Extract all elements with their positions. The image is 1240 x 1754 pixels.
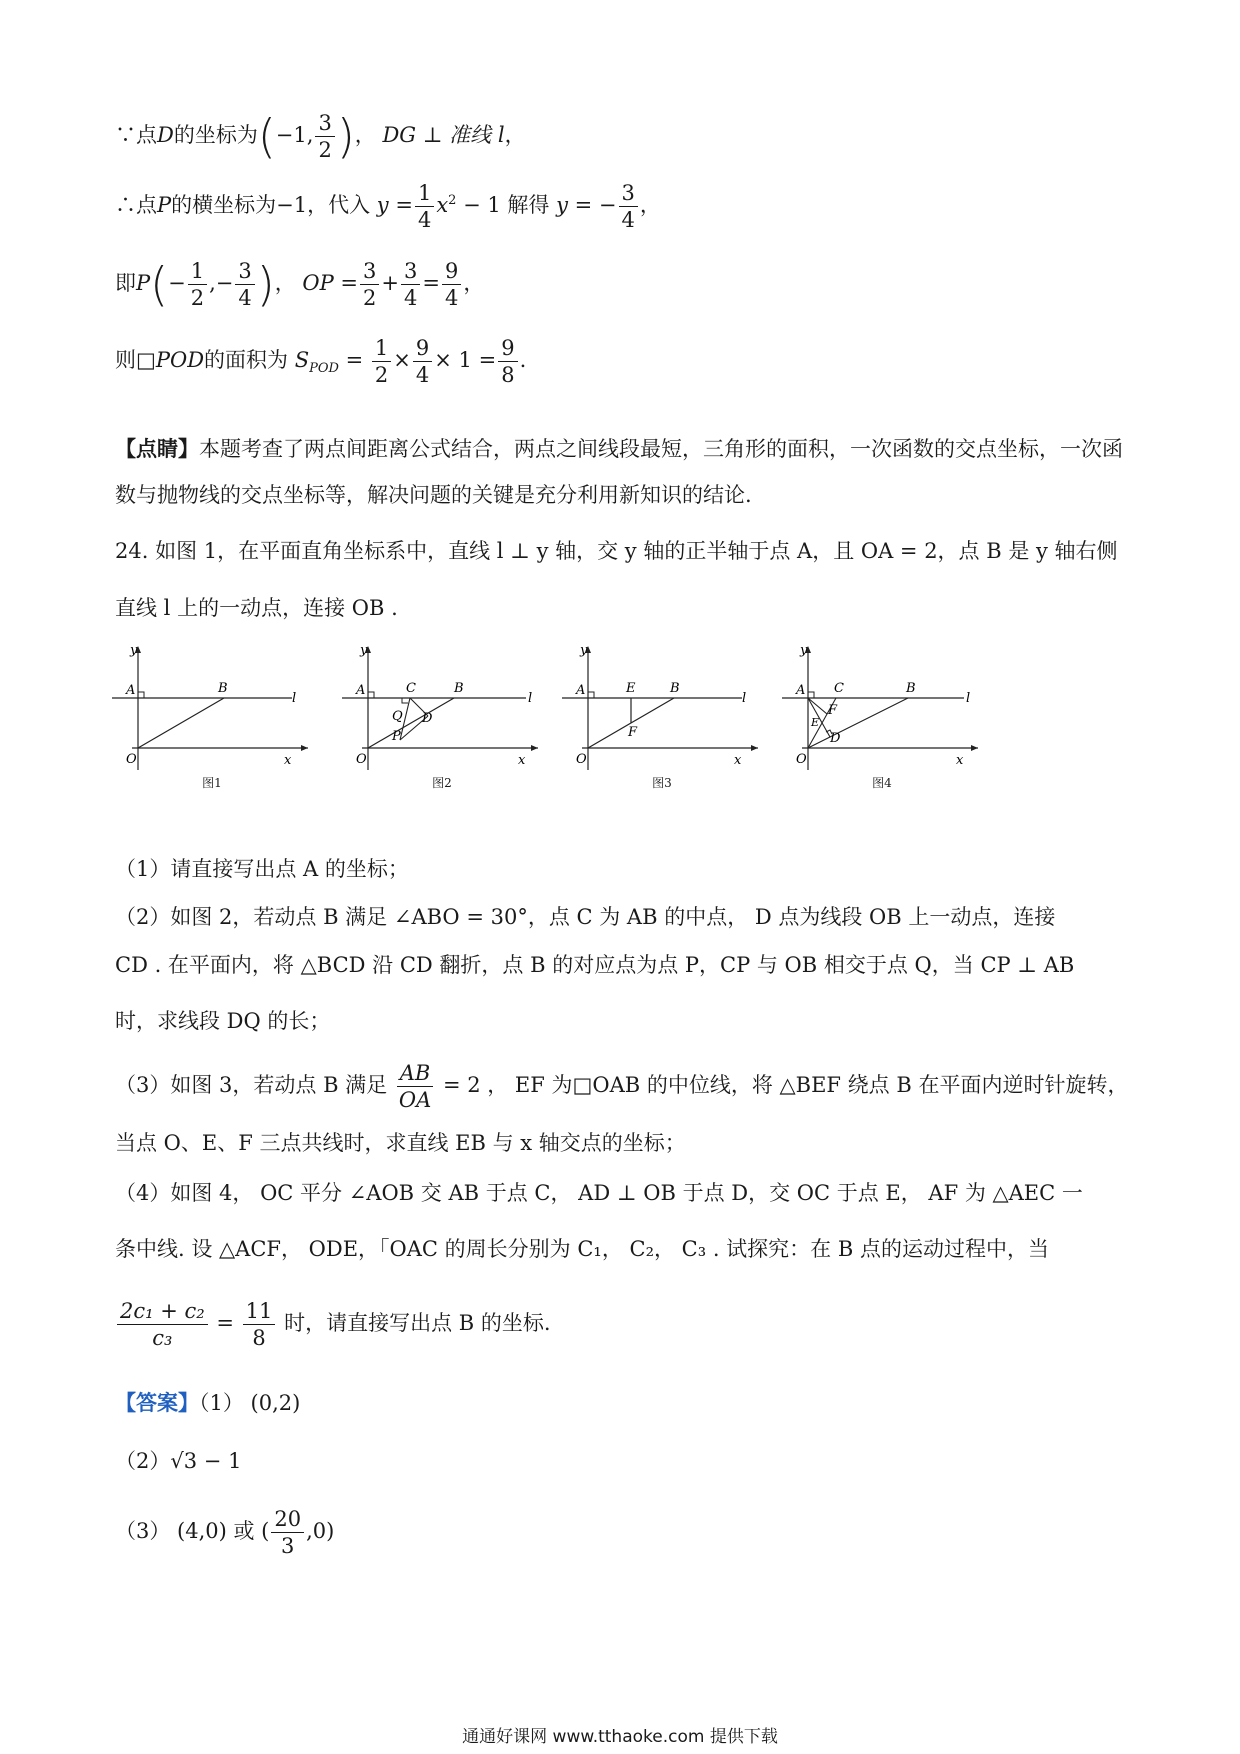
fig4-d-label: D bbox=[830, 731, 841, 746]
fig3-y-label: y bbox=[580, 643, 588, 658]
fig2-p-label: P bbox=[392, 729, 401, 744]
fig4-b-label: B bbox=[906, 681, 916, 696]
subq-2-line-2: CD . 在平面内，将 △BCD 沿 CD 翻折，点 B 的对应点为点 P，CP 与 OB 相交于点 Q，当 CP ⊥ AB bbox=[115, 953, 1075, 977]
fig4-o-label: O bbox=[796, 752, 807, 767]
dianjing-tag: 【点睛】 bbox=[115, 436, 199, 461]
solution-line-3: 即P(− $\frac{1}{2}$ ,− $\frac{3}{4}$ )， OP = $\frac{3}{2}$ + $\frac{3}{4}$ = $\frac{9}{4}$ ， bbox=[115, 257, 485, 312]
subq-4-line-2: 条中线. 设 △ACF， ODE，「OAC 的周长分别为 C₁， C₂， C₃ . 试探究：在 B 点的运动过程中，当 bbox=[115, 1237, 1049, 1261]
fig3-b-label: B bbox=[670, 681, 680, 696]
solution-line-4: 则□POD的面积为 $S_{POD}$ = $\frac{1}{2}$ × $\frac{9}{4}$ × 1 = $\frac{9}{8}$ . bbox=[115, 336, 527, 387]
subq-2-line-3: 时，求线段 DQ 的长； bbox=[115, 1009, 331, 1033]
fig2-x-label: x bbox=[518, 753, 526, 768]
fig4-y-label: y bbox=[800, 643, 808, 658]
subq-3-line-1: （3）如图 3，若动点 B 满足 $\frac{AB}{OA}$ = 2 ， EF 为□OAB 的中位线，将 △BEF 绕点 B 在平面内逆时针旋转， bbox=[115, 1061, 1129, 1112]
fig1-x-label: x bbox=[284, 753, 292, 768]
fig3-o-label: O bbox=[576, 752, 587, 767]
fig2-a-label: A bbox=[356, 683, 366, 698]
fig2-b-label: B bbox=[454, 681, 464, 696]
fig2-o-label: O bbox=[356, 752, 367, 767]
fig1-o-label: O bbox=[126, 752, 137, 767]
subq-1: （1）请直接写出点 A 的坐标； bbox=[115, 857, 409, 881]
q24-line-1: 24. 如图 1，在平面直角坐标系中，直线 l ⊥ y 轴，交 y 轴的正半轴于点 A，且 OA = 2，点 B 是 y 轴右侧 bbox=[115, 539, 1118, 563]
fig1-l-label: l bbox=[292, 691, 297, 706]
fig2-caption: 图2 bbox=[432, 776, 452, 790]
fig1-y-label: y bbox=[130, 643, 138, 658]
fig1-a-label: A bbox=[126, 683, 136, 698]
figure-2 bbox=[342, 636, 542, 791]
fig2-c-label: C bbox=[406, 681, 416, 696]
q24-line-2: 直线 l 上的一动点，连接 OB . bbox=[115, 596, 398, 620]
fig4-e-label: E bbox=[811, 716, 820, 729]
fig3-caption: 图3 bbox=[652, 776, 672, 790]
fig4-f-label: F bbox=[828, 703, 838, 718]
figure-1 bbox=[112, 636, 312, 791]
fig2-l-label: l bbox=[528, 691, 533, 706]
fig4-l-label: l bbox=[966, 691, 971, 706]
subq-2-line-1: （2）如图 2，若动点 B 满足 ∠ABO = 30°，点 C 为 AB 的中点， D 点为线段 OB 上一动点，连接 bbox=[115, 905, 1056, 929]
fig4-caption: 图4 bbox=[872, 776, 892, 790]
fig3-e-label: E bbox=[626, 681, 636, 696]
figure-4 bbox=[782, 636, 982, 791]
figure-3 bbox=[562, 636, 762, 791]
answer-tag: 【答案】 bbox=[115, 1390, 199, 1415]
fig1-b-label: B bbox=[218, 681, 228, 696]
dianjing-text: 本题考查了两点间距离公式结合，两点之间线段最短，三角形的面积，一次函数的交点坐标，一次函数与抛物线的交点坐标等，解决问题的关键是充分利用新知识的结论. bbox=[115, 437, 1123, 507]
answer-3: （3） (4,0) 或 ( $\frac{20}{3}$ ,0) bbox=[115, 1507, 335, 1558]
subq-4-line-1: （4）如图 4， OC 平分 ∠AOB 交 AB 于点 C， AD ⊥ OB 于点 D，交 OC 于点 E， AF 为 △AEC 一 bbox=[115, 1181, 1083, 1205]
fig3-f-label: F bbox=[628, 725, 638, 740]
fig3-x-label: x bbox=[734, 753, 742, 768]
fig3-a-label: A bbox=[576, 683, 586, 698]
subq-3-line-2: 当点 O、E、F 三点共线时，求直线 EB 与 x 轴交点的坐标； bbox=[115, 1131, 686, 1155]
solution-line-2: ∴点P的横坐标为−1，代入 y = $\frac{1}{4}$ $x^2 - 1$ 解得 y = − $\frac{3}{4}$ ， bbox=[115, 181, 661, 232]
page-footer: 通通好课网 www.tthaoke.com 提供下载 bbox=[462, 1727, 778, 1747]
fig2-q-label: Q bbox=[392, 709, 403, 724]
fig4-x-label: x bbox=[956, 753, 964, 768]
solution-line-1: ∵点D的坐标为(−1, $\frac{3}{2}$ )， DG ⊥ 准线 l， bbox=[115, 109, 526, 164]
answer-2: （2）√3 − 1 bbox=[115, 1449, 242, 1473]
subq-4-line-3: $\frac{\text{2c₁ + c₂}}{\text{c₃}}$ = $\frac{11}{8}$ 时，请直接写出点 B 的坐标. bbox=[115, 1298, 551, 1351]
fig2-d-label: D bbox=[422, 711, 433, 726]
fig4-a-label: A bbox=[796, 683, 806, 698]
answer-1: 【答案】（1） (0,2) bbox=[115, 1390, 301, 1415]
fig4-c-label: C bbox=[834, 681, 844, 696]
fig2-y-label: y bbox=[360, 643, 368, 658]
dianjing-paragraph bbox=[115, 426, 1125, 518]
fig3-l-label: l bbox=[742, 691, 747, 706]
fig1-caption: 图1 bbox=[202, 776, 222, 790]
